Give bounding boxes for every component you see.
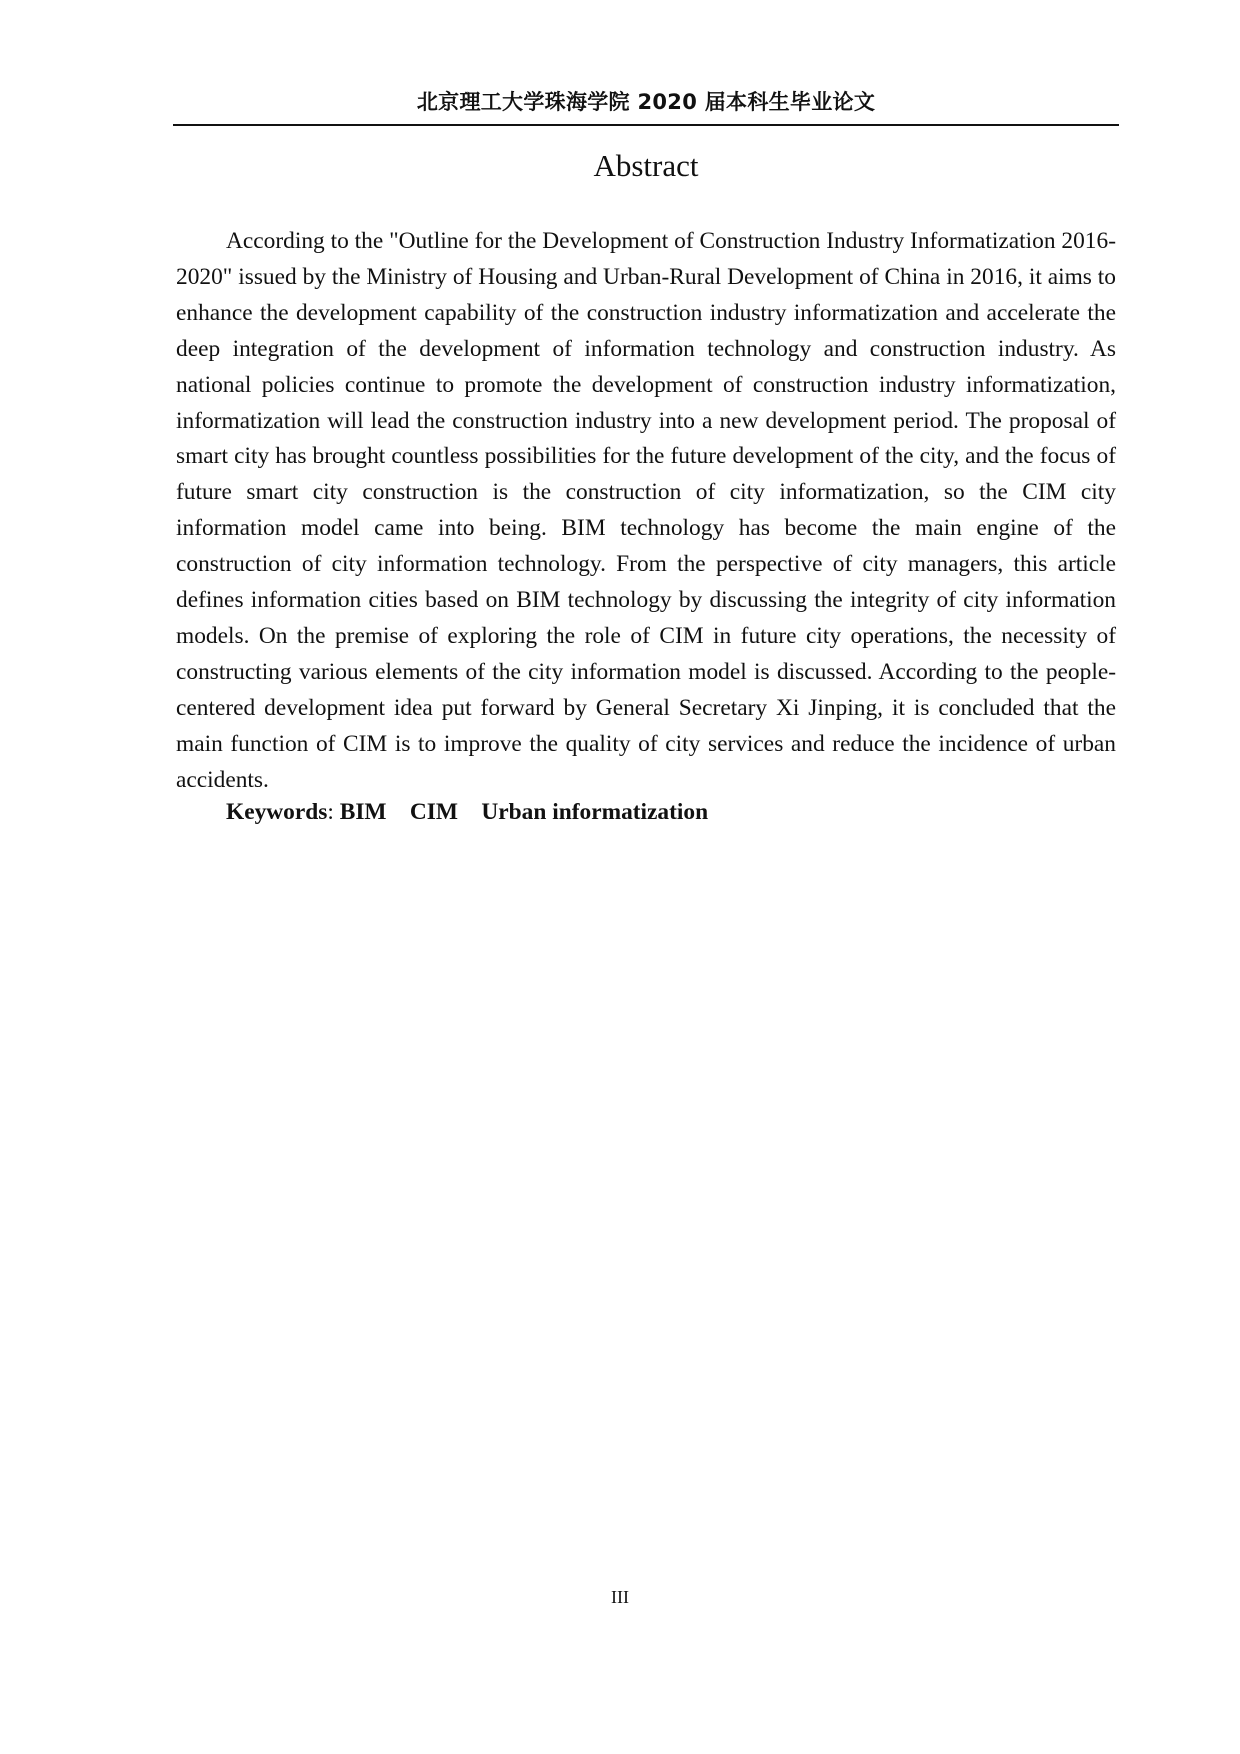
- keyword-item: Urban informatization: [481, 799, 709, 825]
- page-number: III: [611, 1587, 629, 1607]
- running-header: 北京理工大学珠海学院 2020 届本科生毕业论文: [416, 90, 876, 114]
- keywords-label: Keywords: [226, 799, 328, 825]
- keywords-line: [226, 794, 708, 830]
- abstract-title: Abstract: [593, 148, 699, 183]
- keyword-item: BIM: [339, 799, 387, 825]
- abstract-body: According to the "Outline for the Development of Construction Industry Informatization 2016-2020" issued by the Ministry of Housing and Urban-Rural Development of China in 2016, it aims to enhance the development capability of the construction industry informatization and accelerate the deep integration of the development of information technology and construction industry. As national policies continue to promote the development of construction industry informatization, informatization will lead the construction industry into a new development period. The proposal of smart city has brought countless possibilities for the future development of the city, and the focus of future smart city construction is the construction of city informatization, so the CIM city information model came into being. BIM technology has become the main engine of the construction of city information technology. From the perspective of city managers, this article defines information cities based on BIM technology by discussing the integrity of city information models. On the premise of exploring the role of CIM in future city operations, the necessity of constructing various elements of the city information model is discussed. According to the people-centered development idea put forward by General Secretary Xi Jinping, it is concluded that the main function of CIM is to improve the quality of city services and reduce the incidence of urban accidents.: [176, 228, 1116, 793]
- keyword-item: CIM: [409, 799, 458, 825]
- keywords-separator: :: [327, 799, 340, 825]
- header-rule: [173, 124, 1119, 126]
